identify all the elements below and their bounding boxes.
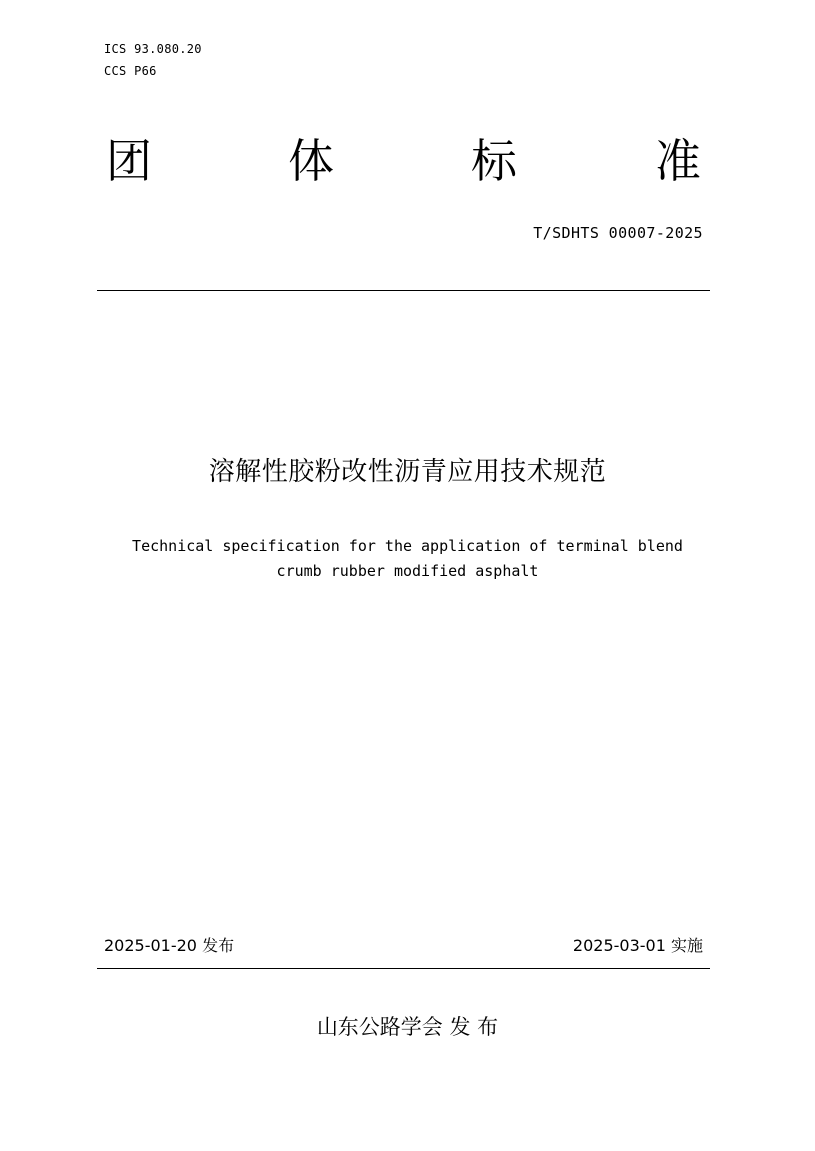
standard-number: T/SDHTS 00007-2025 — [533, 224, 703, 242]
document-title-en — [100, 534, 715, 584]
title-en-line-2: crumb rubber modified asphalt — [276, 562, 539, 580]
standard-type-char-3: 标 — [471, 134, 517, 188]
ics-code: ICS 93.080.20 — [104, 42, 202, 56]
standard-type-char-4: 准 — [655, 134, 701, 188]
publisher: 山东公路学会 发 布 — [316, 1015, 499, 1039]
title-en-line-1: Technical specification for the application of terminal blend — [132, 537, 683, 555]
standard-type-char-1: 团 — [106, 134, 152, 188]
bottom-divider — [97, 968, 710, 969]
implement-date: 2025-03-01 实施 — [572, 936, 703, 955]
standard-type-char-2: 体 — [288, 134, 334, 188]
ccs-code: CCS P66 — [104, 64, 157, 78]
publish-date: 2025-01-20 发布 — [104, 936, 235, 955]
top-divider — [97, 290, 710, 291]
document-title-cn: 溶解性胶粉改性沥青应用技术规范 — [208, 457, 607, 487]
